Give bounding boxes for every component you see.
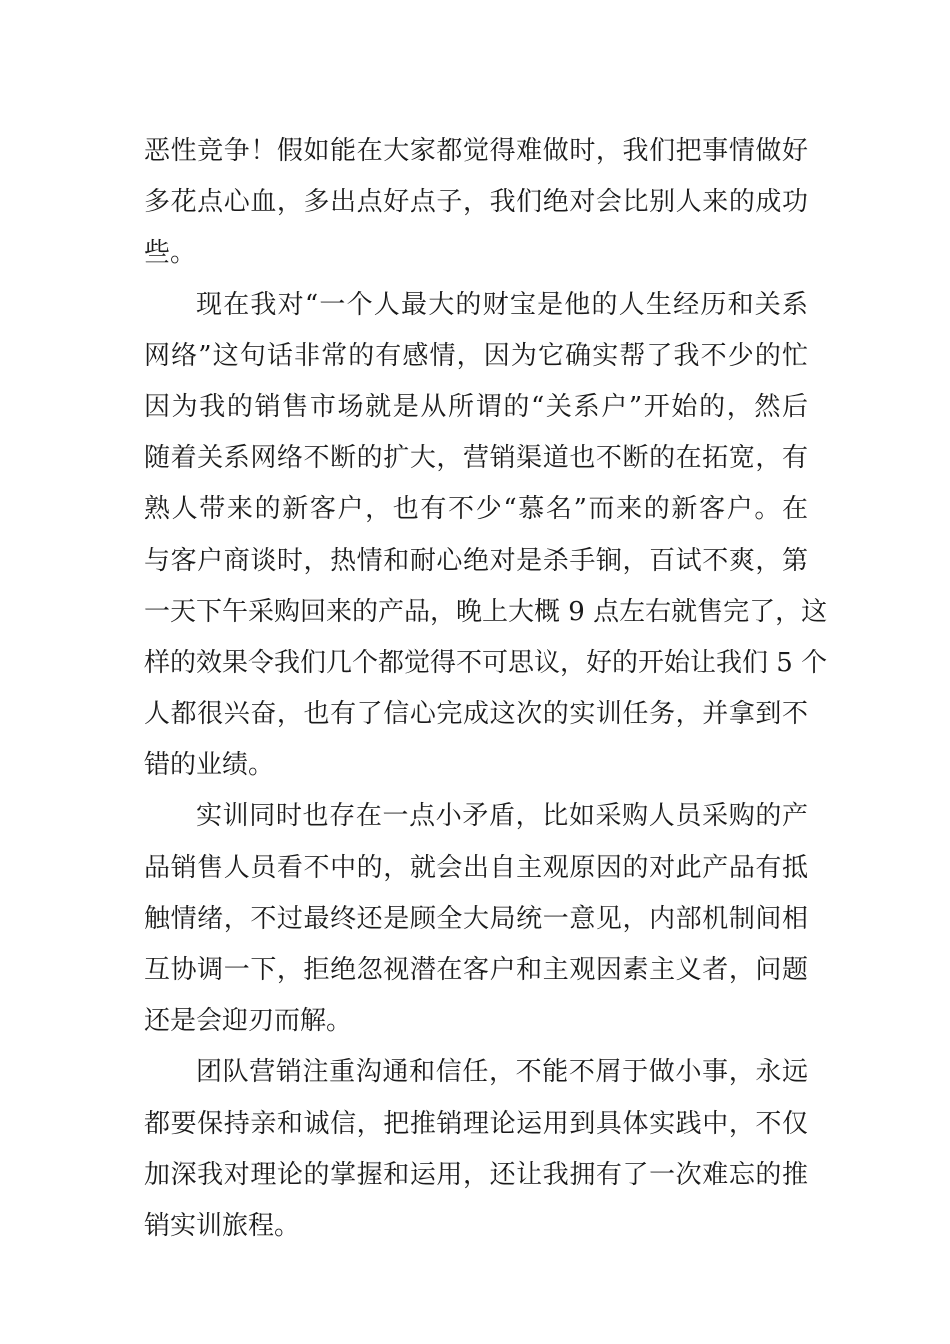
text-line: 网络”这句话非常的有感情，因为它确实帮了我不少的忙 — [144, 340, 808, 371]
text-line: 都要保持亲和诚信，把推销理论运用到具体实践中，不仅 — [144, 1108, 808, 1139]
text-line: 触情绪，不过最终还是顾全大局统一意见，内部机制间相 — [144, 903, 808, 934]
paragraph-1 — [144, 126, 808, 280]
text-line: 错的业绩。 — [144, 750, 275, 781]
text-line: 随着关系网络不断的扩大，营销渠道也不断的在拓宽，有 — [144, 443, 808, 474]
text-line: 销实训旅程。 — [144, 1210, 301, 1241]
paragraph-2 — [144, 280, 828, 792]
text-line: 样的效果令我们几个都觉得不可思议，好的开始让我们 5 个 — [144, 647, 828, 678]
text-line: 加深我对理论的掌握和运用，还让我拥有了一次难忘的推 — [144, 1159, 808, 1190]
text-line: 还是会迎刃而解。 — [144, 1006, 353, 1037]
paragraph-4 — [144, 1047, 808, 1252]
text-line: 熟人带来的新客户，也有不少“慕名”而来的新客户。在 — [144, 494, 808, 525]
text-line: 恶性竞争！假如能在大家都觉得难做时，我们把事情做好 — [144, 136, 808, 166]
text-line: 一天下午采购回来的产品，晚上大概 9 点左右就售完了，这 — [144, 596, 828, 627]
text-line: 些。 — [144, 238, 197, 269]
text-line: 与客户商谈时，热情和耐心绝对是杀手锏，百试不爽，第 — [144, 545, 808, 576]
paragraph-3 — [144, 791, 808, 1047]
text-line: 实训同时也存在一点小矛盾，比如采购人员采购的产 — [196, 801, 808, 832]
text-line: 团队营销注重沟通和信任，不能不屑于做小事，永远 — [196, 1057, 808, 1088]
text-line: 现在我对“一个人最大的财宝是他的人生经历和关系 — [196, 289, 808, 320]
text-line: 互协调一下，拒绝忽视潜在客户和主观因素主义者，问题 — [144, 955, 808, 985]
text-line: 因为我的销售市场就是从所谓的“关系户”开始的，然后 — [144, 391, 808, 422]
text-line: 品销售人员看不中的，就会出自主观原因的对此产品有抵 — [144, 852, 808, 883]
text-line: 多花点心血，多出点好点子，我们绝对会比别人来的成功 — [144, 187, 808, 218]
document-body — [144, 126, 828, 1252]
text-line: 人都很兴奋，也有了信心完成这次的实训任务，并拿到不 — [144, 699, 808, 730]
